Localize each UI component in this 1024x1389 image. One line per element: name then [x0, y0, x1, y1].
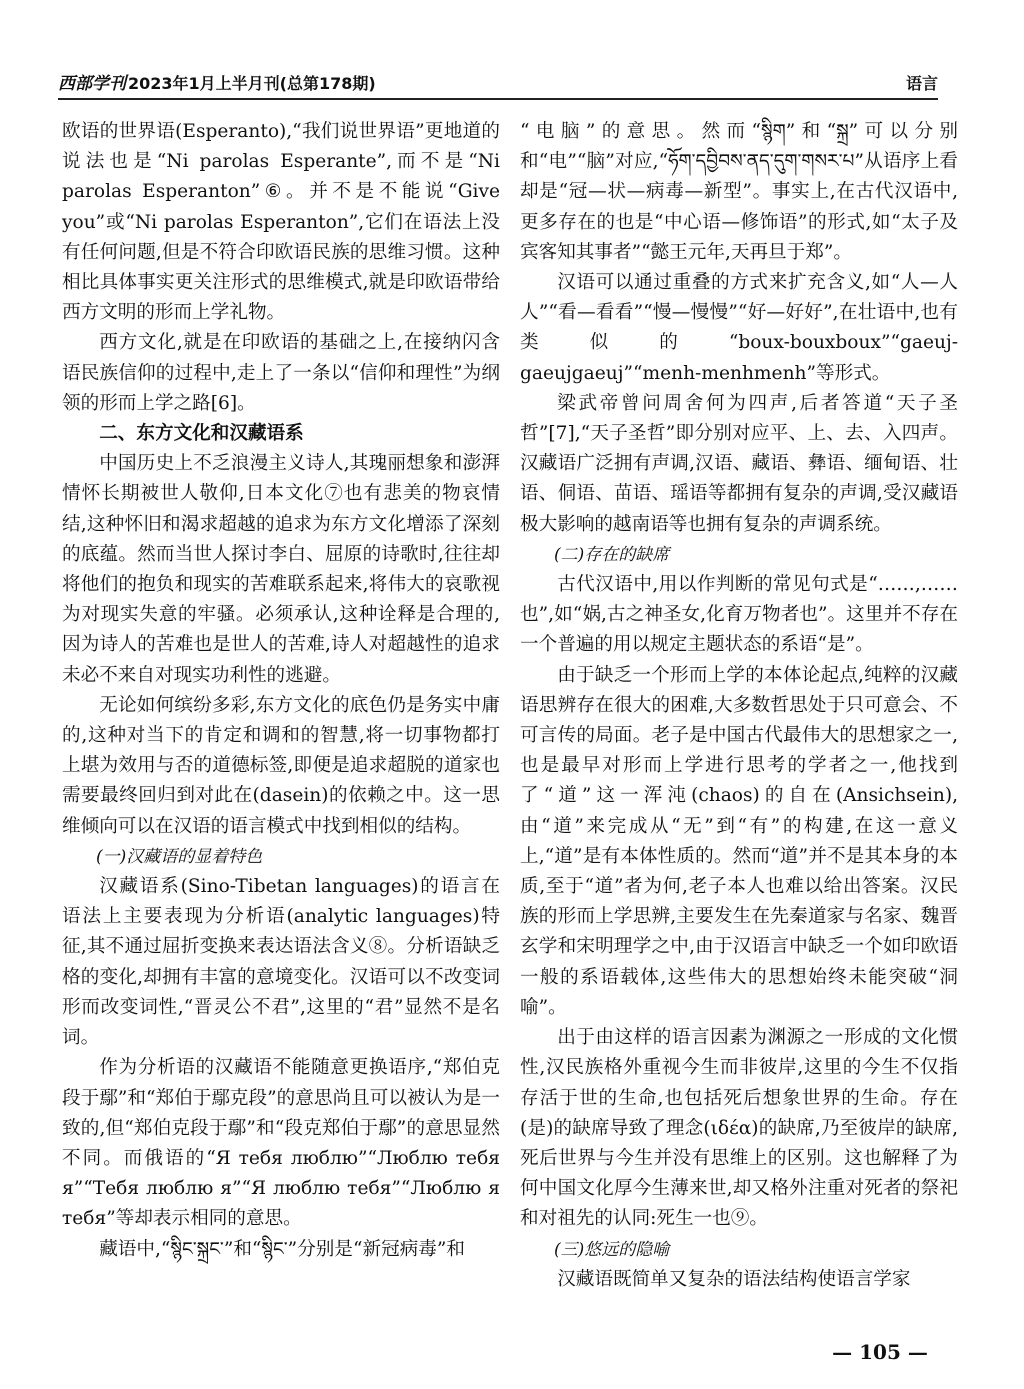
paragraph: 汉语可以通过重叠的方式来扩充含义,如“人—人人”“看—看看”“慢—慢慢”“好—好好”,在壮语中,也有类似的“boux-bouxboux”“gaeuj-gaeujgaeuj”“menh-menhmenh”等形式。: [520, 272, 958, 384]
paragraph: 古代汉语中,用以作判断的常见句式是“……,……也”,如“娲,古之神圣女,化育万物者也”。这里并不存在一个普遍的用以规定主题状态的系语“是”。: [520, 574, 958, 656]
paragraph: 作为分析语的汉藏语不能随意更换语序,“郑伯克段于鄢”和“郑伯于鄢克段”的意思尚且可以被认为是一致的,但“郑伯克段于鄢”和“段克郑伯于鄢”的意思显然不同。而俄语的“Я тебя люблю”“Люблю тебя я”“Тебя люблю я”“Я люблю тебя”“Люблю я тебя”等却表示相同的意思。: [62, 1057, 500, 1230]
paragraph: 出于由这样的语言因素为渊源之一形成的文化惯性,汉民族格外重视今生而非彼岸,这里的今生不仅指存活于世的生命,也包括死后想象世界的生命。存在(是)的缺席导致了理念(ιδέα)的缺席,乃至彼岸的缺席,死后世界与今生并没有思维上的区别。这也解释了为何中国文化厚今生薄来世,却又格外注重对死者的祭祀和对祖先的认同:死生一也⑨。: [520, 1027, 958, 1230]
paragraph: 西方文化,就是在印欧语的基础之上,在接纳闪含语民族信仰的过程中,走上了一条以“信仰和理性”为纲领的形而上学之路[6]。: [62, 332, 500, 414]
section-heading: 二、东方文化和汉藏语系: [99, 423, 304, 445]
right-column: [520, 117, 958, 1295]
paragraph: 汉藏语系(Sino-Tibetan languages)的语言在语法上主要表现为分析语(analytic languages)特征,其不通过屈折变换来表达语法含义⑧。分析语缺乏格的变化,却拥有丰富的意境变化。汉语可以不改变词形而改变词性,“晋灵公不君”,这里的“君”显然不是名词。: [62, 876, 500, 1049]
subsection-heading: (一)汉藏语的显着特色: [96, 846, 263, 867]
paragraph: 由于缺乏一个形而上学的本体论起点,纯粹的汉藏语思辨存在很大的困难,大多数哲思处于只可意会、不可言传的局面。老子是中国古代最伟大的思想家之一,也是最早对形而上学进行思考的学者之一,他找到了“道”这一浑沌(chaos)的自在(Ansichsein),由“道”来完成从“无”到“有”的构建,在这一意义上,“道”是有本体性质的。然而“道”并不是其本身的本质,至于“道”者为何,老子本人也难以给出答案。汉民族的形而上学思辨,主要发生在先秦道家与名家、魏晋玄学和宋明理学之中,由于汉语言中缺乏一个如印欧语一般的系语载体,这些伟大的思想始终未能突破“洞喻”。: [520, 664, 958, 1018]
paragraph: 无论如何缤纷多彩,东方文化的底色仍是务实中庸的,这种对当下的肯定和调和的智慧,将一切事物都打上堪为效用与否的道德标签,即便是追求超脱的道家也需要最终回归到对此在(dasein)的依赖之中。这一思维倾向可以在汉语的语言模式中找到相似的结构。: [62, 694, 500, 837]
paragraph: 藏语中,“སྙིང་སྐྲང་”和“སྙིང་”分别是“新冠病毒”和: [99, 1238, 465, 1260]
issue-info: 2023年1月上半月刊(总第178期): [128, 74, 376, 93]
subsection-heading: (三)悠远的隐喻: [554, 1239, 670, 1260]
paragraph: 梁武帝曾问周舍何为四声,后者答道“天子圣哲”[7],“天子圣哲”即分别对应平、上、去、入四声。汉藏语广泛拥有声调,汉语、藏语、彝语、缅甸语、壮语、侗语、苗语、瑶语等都拥有复杂的声调,受汉藏语极大影响的越南语等也拥有复杂的声调系统。: [520, 392, 958, 535]
running-header: [58, 72, 938, 100]
journal-logo: 西部学刊: [58, 74, 126, 94]
section-label: 语言: [905, 74, 938, 93]
paragraph: 中国历史上不乏浪漫主义诗人,其瑰丽想象和澎湃情怀长期被世人敬仰,日本文化⑦也有悲美的物哀情结,这种怀旧和渴求超越的追求为东方文化增添了深刻的底蕴。然而当世人探讨李白、屈原的诗歌时,往往却将他们的抱负和现实的苦难联系起来,将伟大的哀歌视为对现实失意的牢骚。必须承认,这种诠释是合理的,因为诗人的苦难也是世人的苦难,诗人对超越性的追求未必不来自对现实功利性的逃避。: [62, 453, 500, 686]
paragraph: 欧语的世界语(Esperanto),“我们说世界语”更地道的说法也是“Ni parolas Esperante”,而不是“Ni parolas Esperanton”⑥。并不是不能说“Give you”或“Ni parolas Esperanton”,它们在语法上没有任何问题,但是不符合印欧语民族的思维习惯。这种相比具体事实更关注形式的思维模式,就是印欧语带给西方文明的形而上学礼物。: [62, 121, 500, 324]
subsection-heading: (二)存在的缺席: [554, 544, 670, 565]
page-number: — 105 —: [832, 1340, 928, 1364]
left-column: [62, 117, 500, 1265]
header-journal: [58, 72, 376, 96]
paragraph: 汉藏语既简单又复杂的语法结构使语言学家: [557, 1268, 911, 1290]
paragraph: “电脑”的意思。然而“སྙིག”和“སྐྲ”可以分别和“电”“脑”对应,“ཧོག་དབྱིབས་ནད་དུག་གསར་པ”从语序上看却是“冠—状—病毒—新型”。事实上,在古代汉语中,更多存在的也是“中心语—修饰语”的形式,如“太子及宾客知其事者”“懿王元年,天再旦于郑”。: [520, 121, 958, 263]
